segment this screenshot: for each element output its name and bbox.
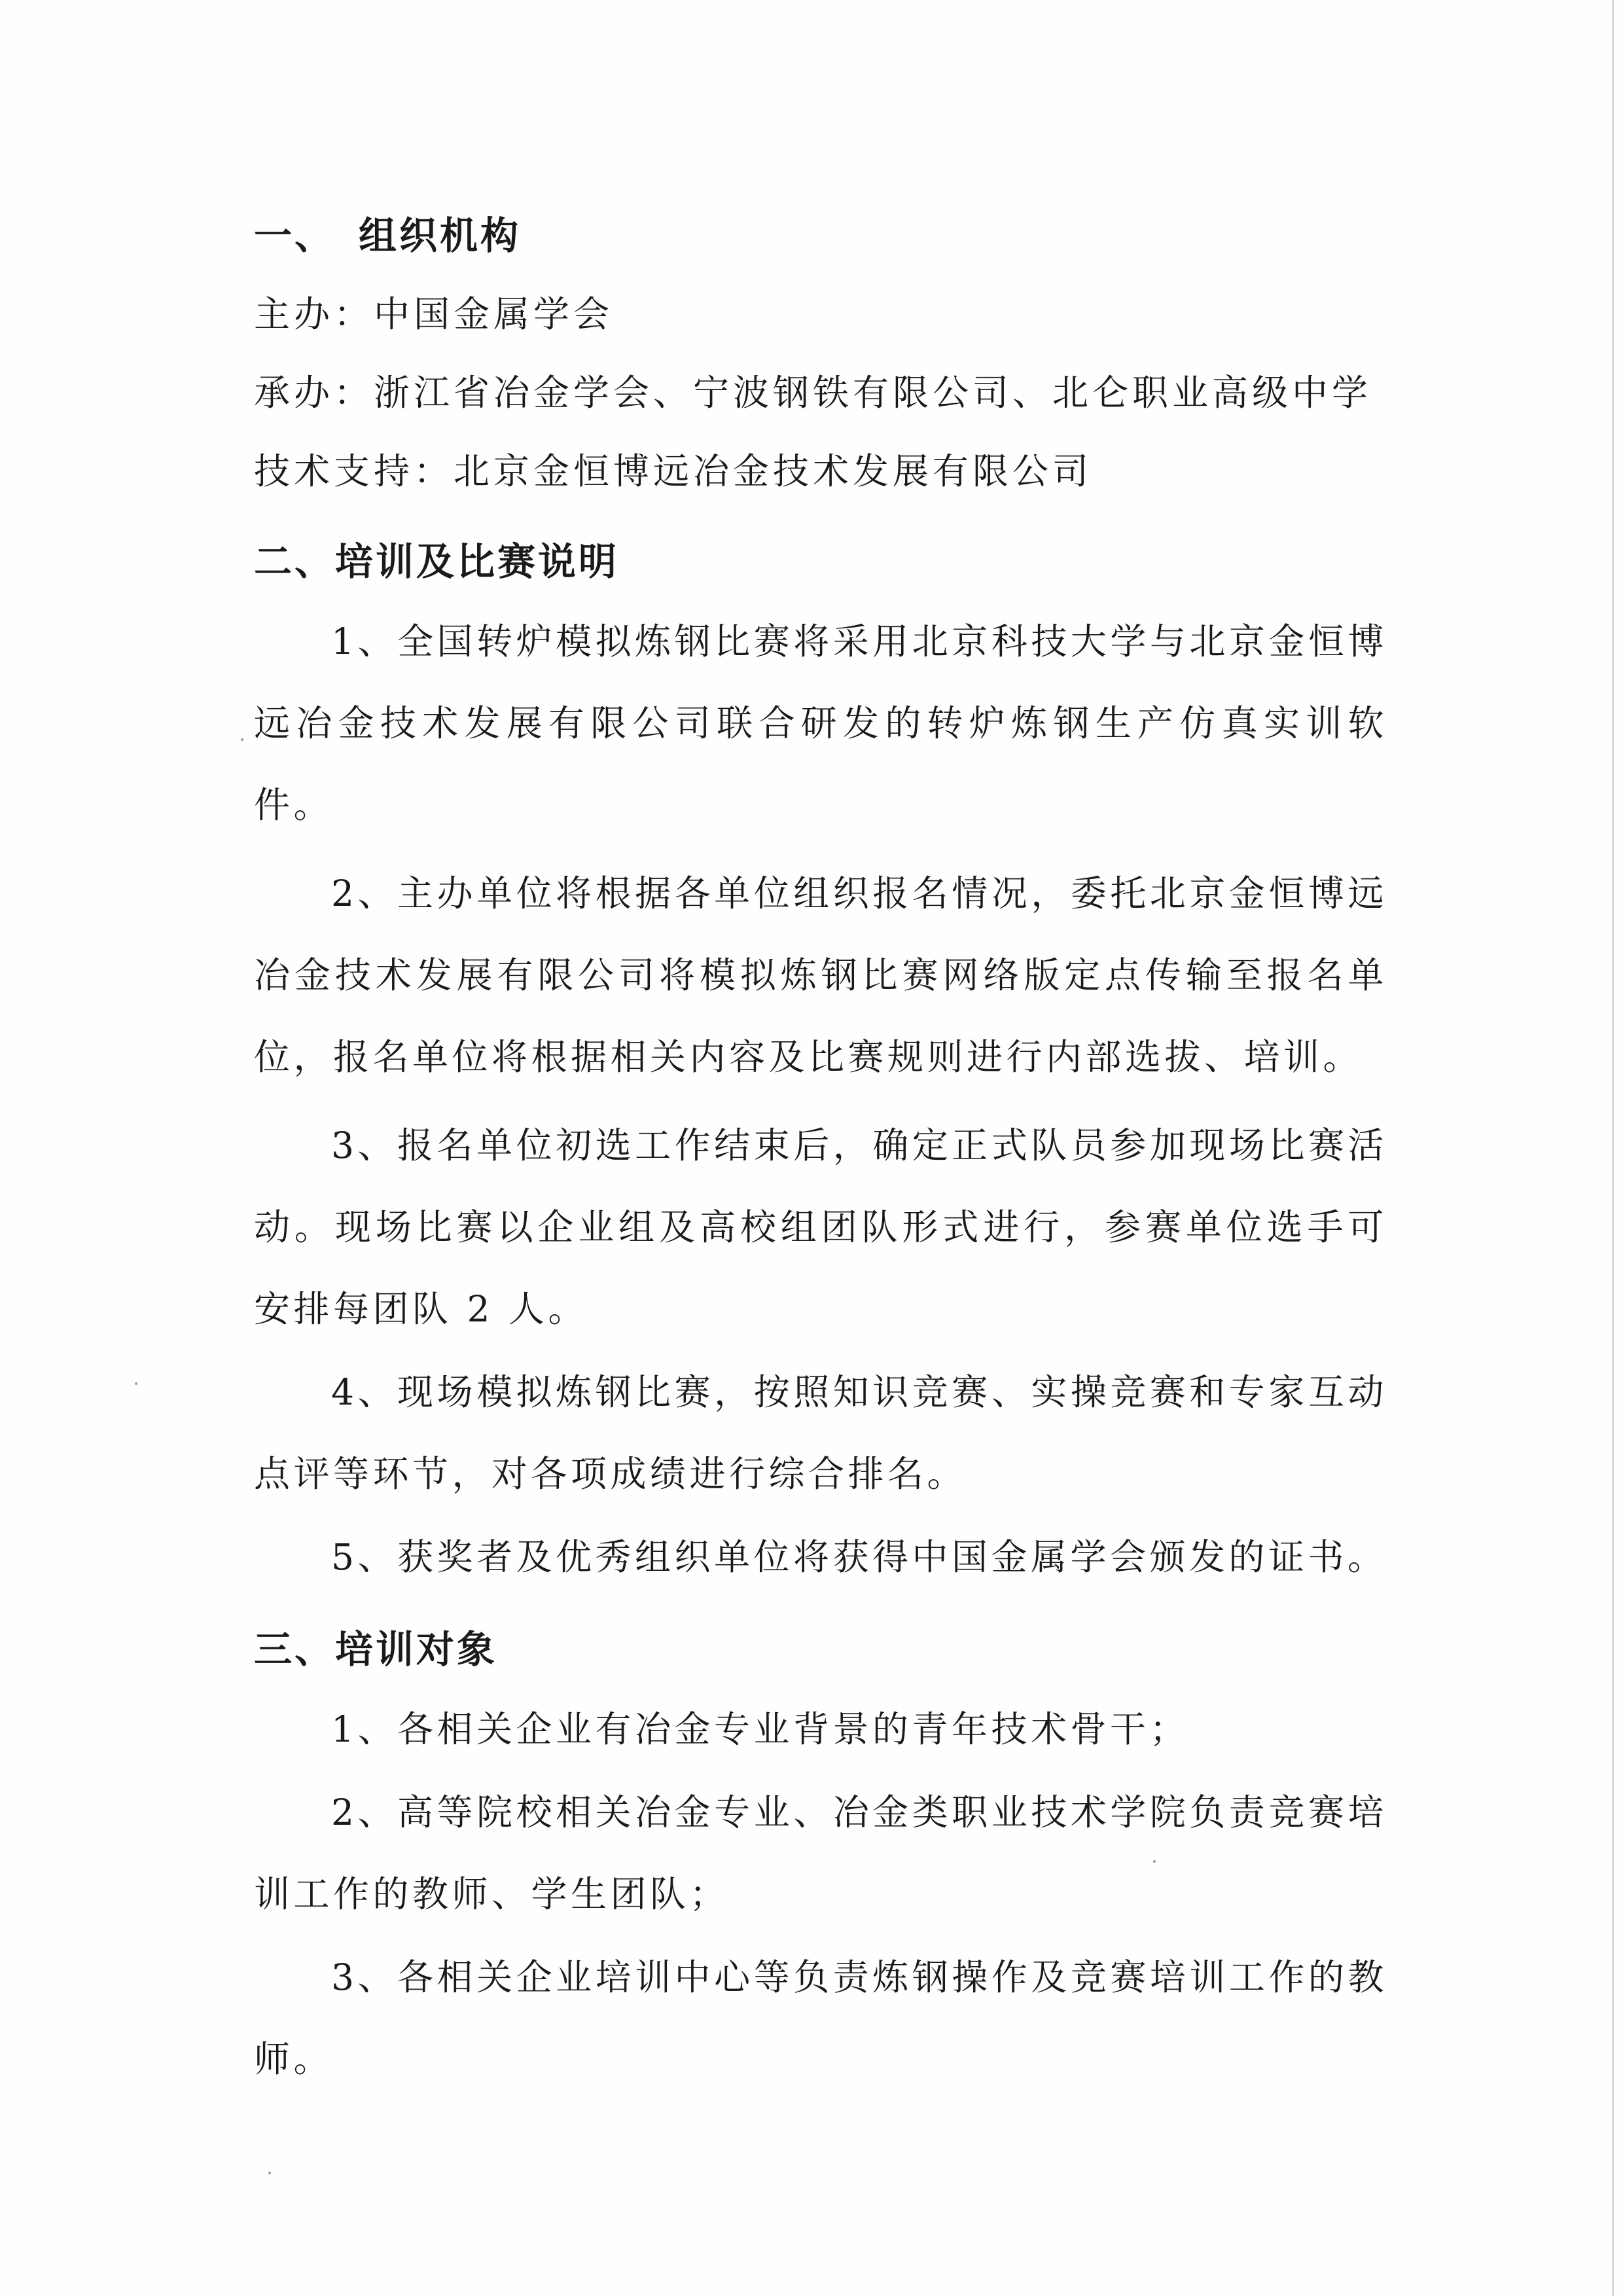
section-heading-training-targets: 三、培训对象: [254, 1627, 498, 1672]
target-item-2: 2、高等院校相关冶金专业、冶金类职业技术学院负责竞赛培训工作的教师、学生团队；: [254, 1791, 1387, 1915]
section-heading-training-competition: 二、培训及比赛说明: [254, 539, 620, 584]
organizer-line: 主办：中国金属学会: [254, 293, 614, 335]
paragraph-item-1: 1、全国转炉模拟炼钢比赛将采用北京科技大学与北京金恒博远冶金技术发展有限公司联合研发的转炉炼钢生产仿真实训软件。: [254, 620, 1387, 826]
scan-speck: [268, 2172, 271, 2174]
scan-edge-line: [1612, 0, 1614, 2296]
paragraph-item-3: 3、报名单位初选工作结束后，确定正式队员参加现场比赛活动。现场比赛以企业组及高校组团队形式进行，参赛单位选手可安排每团队 2 人。: [254, 1124, 1387, 1330]
heading-text: 组织机构: [359, 213, 522, 258]
scan-speck: [135, 1382, 137, 1385]
target-item-3: 3、各相关企业培训中心等负责炼钢操作及竞赛培训工作的教师。: [254, 1956, 1387, 2080]
scan-speck: [241, 738, 243, 741]
co-organizer-line: 承办：浙江省冶金学会、宁波钢铁有限公司、北仑职业高级中学: [254, 372, 1372, 414]
paragraph-item-2: 2、主办单位将根据各单位组织报名情况，委托北京金恒博远冶金技术发展有限公司将模拟炼钢比赛网络版定点传输至报名单位，报名单位将根据相关内容及比赛规则进行内部选拔、培训。: [254, 872, 1387, 1078]
target-item-1: 1、各相关企业有冶金专业背景的青年技术骨干；: [331, 1708, 1189, 1750]
heading-number: 一、: [254, 213, 336, 258]
document-body: [254, 196, 1387, 2100]
paragraph-item-5: 5、获奖者及优秀组织单位将获得中国金属学会颁发的证书。: [331, 1536, 1387, 1578]
tech-support-line: 技术支持：北京金恒博远冶金技术发展有限公司: [254, 450, 1093, 492]
paragraph-item-4: 4、现场模拟炼钢比赛，按照知识竞赛、实操竞赛和专家互动点评等环节，对各项成绩进行综合排名。: [254, 1371, 1387, 1495]
section-heading-organization: [254, 196, 1387, 275]
